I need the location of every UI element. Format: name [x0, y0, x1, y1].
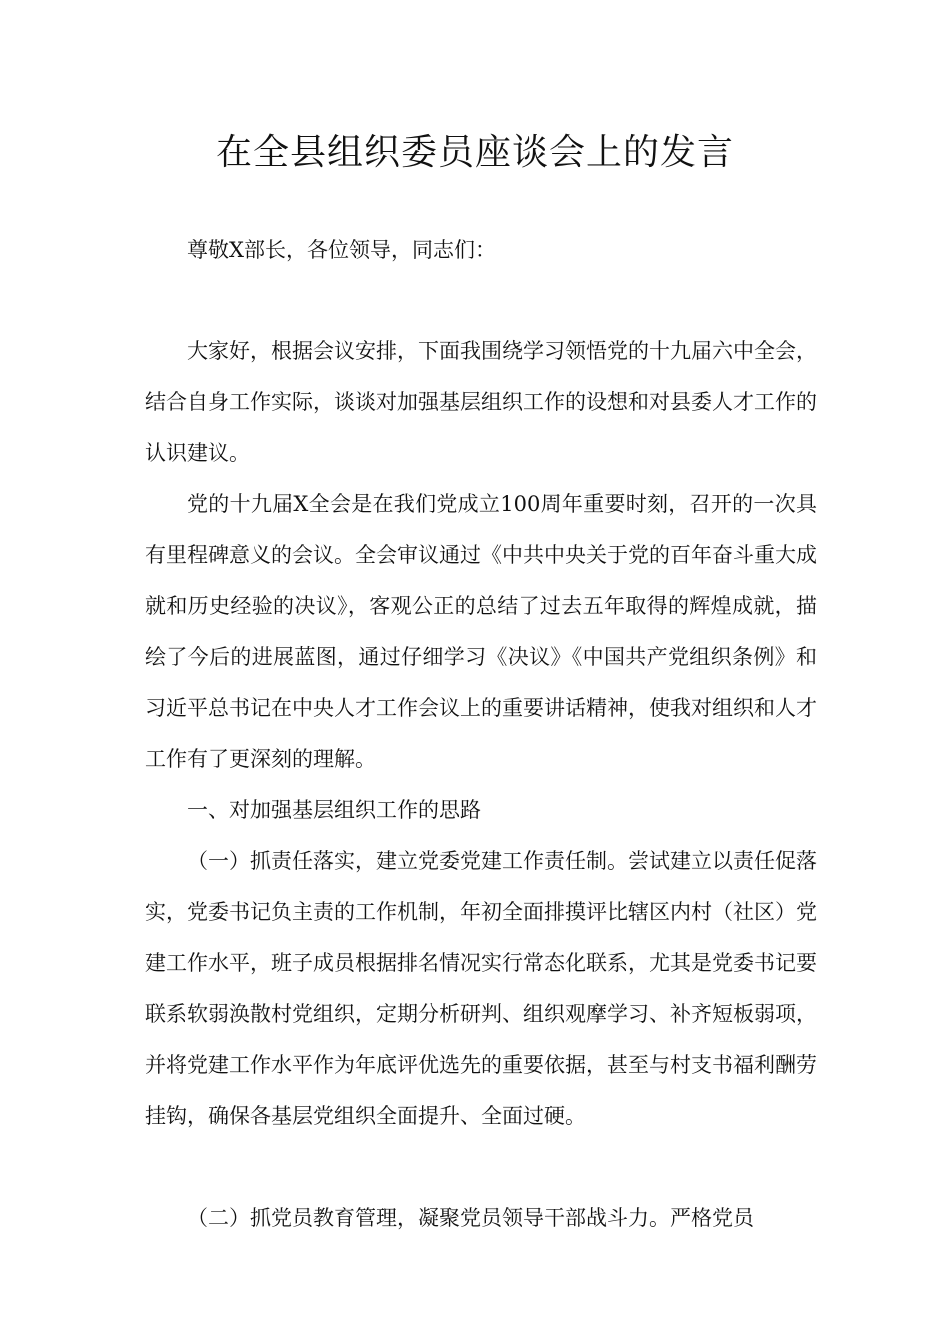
paragraph-intro: 大家好，根据会议安排，下面我围绕学习领悟党的十九届六中全会，结合自身工作实际，谈谈对加强基层组织工作的设想和对县委人才工作的认识建议。: [145, 339, 817, 465]
greeting: 尊敬X部长，各位领导，同志们：: [187, 238, 496, 262]
paragraph-member-education: （二）抓党员教育管理，凝聚党员领导干部战斗力。严格党员: [187, 1206, 754, 1230]
document-title: 在全县组织委员座谈会上的发言: [215, 132, 734, 173]
paragraph-responsibility: （一）抓责任落实，建立党委党建工作责任制。尝试建立以责任促落实，党委书记负主责的工作机制，年初全面排摸评比辖区内村（社区）党建工作水平，班子成员根据排名情况实行常态化联系，尤其是党委书记要联系软弱涣散村党组织，定期分析研判、组织观摩学习、补齐短板弱项，并将党建工作水平作为年底评优选先的重要依据，甚至与村支书福利酬劳挂钩，确保各基层党组织全面提升、全面过硬。: [145, 849, 817, 1128]
paragraph-plenary: 党的十九届X全会是在我们党成立100周年重要时刻，召开的一次具有里程碑意义的会议。全会审议通过《中共中央关于党的百年奋斗重大成就和历史经验的决议》，客观公正的总结了过去五年取得的辉煌成就，描绘了今后的进展蓝图，通过仔细学习《决议》《中国共产党组织条例》和习近平总书记在中央人才工作会议上的重要讲话精神，使我对组织和人才工作有了更深刻的理解。: [145, 492, 817, 771]
section-heading: 一、对加强基层组织工作的思路: [187, 798, 481, 822]
